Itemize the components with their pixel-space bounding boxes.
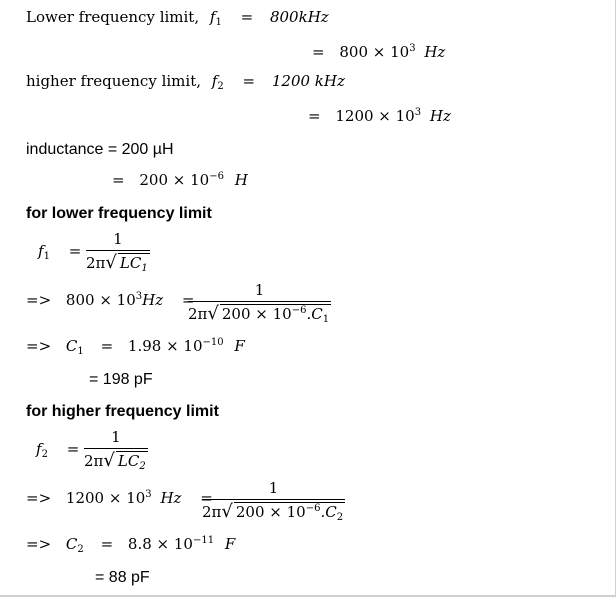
higher-frequency-converted [308,109,451,124]
c1-symbol: C [65,337,78,355]
c2-exponent: −11 [192,535,215,546]
two-pi: 2π [202,503,222,521]
lower-frequency-mantissa: 800 × 10 [339,43,410,61]
equals-sign: = [242,72,256,90]
higher-frequency-label: higher frequency limit, [26,72,201,90]
radicand-subscript: 2 [139,461,146,472]
lower-frequency-exponent: 3 [409,43,416,54]
f2-symbol: f [36,440,42,458]
higher-equation-lhs [26,491,213,506]
inductance-converted [112,173,248,188]
unit-hz: Hz [424,43,446,61]
c2-mantissa: 8.8 × 10 [127,535,193,553]
radicand-exponent: −6 [305,503,321,514]
equals-sign: = [68,242,82,260]
radicand-mantissa: 200 × 10 [221,305,292,323]
f1-symbol: f [38,242,44,260]
lower-frequency-converted [312,45,445,60]
fraction-bar [84,448,148,449]
c2-picofarad-result: = 88 pF [95,569,150,586]
c1-mantissa: 1.98 × 10 [127,337,203,355]
lower-equation-mantissa: 800 × 10 [65,291,136,309]
equals-sign: = [100,535,114,553]
c1-picofarad-result: = 198 pF [89,371,153,388]
sqrt-icon: √ [103,450,115,471]
two-pi: 2π [84,452,104,470]
f2-subscript: 2 [217,81,224,92]
higher-frequency-value: 1200 kHz [271,72,345,90]
lower-equation-fraction [188,281,331,323]
equals-sign: = [66,440,80,458]
equals-sign: = [308,107,321,125]
higher-equation-fraction [202,479,345,521]
implies-arrow: => [26,337,52,355]
higher-frequency-line [26,72,345,92]
implies-arrow: => [26,291,52,309]
unit-henry: H [234,171,248,189]
radicand-text: LC [117,452,140,470]
c1-result-line [26,337,245,357]
implies-arrow: => [26,489,52,507]
fraction-numerator: 1 [113,230,123,248]
fraction-denominator [188,304,331,323]
higher-equation-mantissa: 1200 × 10 [65,489,146,507]
fraction-denominator [202,502,345,521]
unit-farad: F [224,535,236,553]
unit-hz: Hz [142,291,164,309]
f2-formula-lhs [36,440,80,460]
sqrt-icon: √ [207,303,219,324]
radicand [116,451,148,470]
radicand-mantissa: 200 × 10 [235,503,306,521]
f1-subscript: 1 [43,251,50,262]
inductance-mantissa: 200 × 10 [139,171,210,189]
c1-exponent: −10 [202,337,224,348]
unit-farad: F [234,337,245,355]
f2-fraction [84,428,148,470]
radicand-subscript: 2 [336,512,344,523]
c2-subscript: 2 [77,544,84,555]
unit-hz: Hz [160,489,182,507]
equals-sign: = [112,171,125,189]
f2-symbol: f [211,72,218,90]
lower-equation-lhs [26,293,194,308]
radicand-tail: .C [306,305,323,323]
radicand [234,502,345,521]
c2-result-line [26,535,236,555]
higher-frequency-exponent: 3 [414,107,422,118]
f1-symbol: f [209,8,216,26]
f2-subscript: 2 [41,449,48,460]
fraction-denominator [86,253,150,272]
fraction-numerator: 1 [254,281,265,299]
inductance-exponent: −6 [209,171,224,182]
radicand-subscript: 1 [322,314,330,325]
equals-sign: = [100,337,114,355]
two-pi: 2π [188,305,208,323]
radicand-subscript: 1 [141,263,148,274]
lower-equation-exponent: 3 [135,291,143,302]
radicand-exponent: −6 [291,305,307,316]
f1-fraction [86,230,150,272]
fraction-bar [202,499,345,500]
sqrt-icon: √ [105,252,117,273]
c2-symbol: C [65,535,78,553]
radicand [118,253,150,272]
fraction-numerator: 1 [268,479,279,497]
fraction-bar [188,301,331,302]
equals-sign: = [200,489,213,507]
lower-frequency-value: 800kHz [269,8,329,26]
equals-sign: = [312,43,325,61]
fraction-numerator: 1 [111,428,121,446]
equals-sign: = [181,291,195,309]
implies-arrow: => [26,535,52,553]
f1-formula-lhs [38,242,82,262]
lower-frequency-line [26,8,329,28]
higher-frequency-mantissa: 1200 × 10 [335,107,415,125]
lower-limit-heading: for lower frequency limit [26,205,212,222]
equals-sign: = [240,8,254,26]
f1-subscript: 1 [215,17,222,28]
sqrt-icon: √ [221,501,233,522]
c1-subscript: 1 [77,346,84,357]
unit-hz: Hz [429,107,451,125]
fraction-denominator [84,451,148,470]
higher-equation-exponent: 3 [145,489,152,500]
inductance-line: inductance = 200 µH [26,141,174,158]
radicand-text: LC [119,254,142,272]
higher-limit-heading: for higher frequency limit [26,403,219,420]
fraction-bar [86,250,150,251]
radicand-tail: .C [320,503,337,521]
lower-frequency-label: Lower frequency limit, [26,8,200,26]
radicand [220,304,331,323]
two-pi: 2π [86,254,106,272]
